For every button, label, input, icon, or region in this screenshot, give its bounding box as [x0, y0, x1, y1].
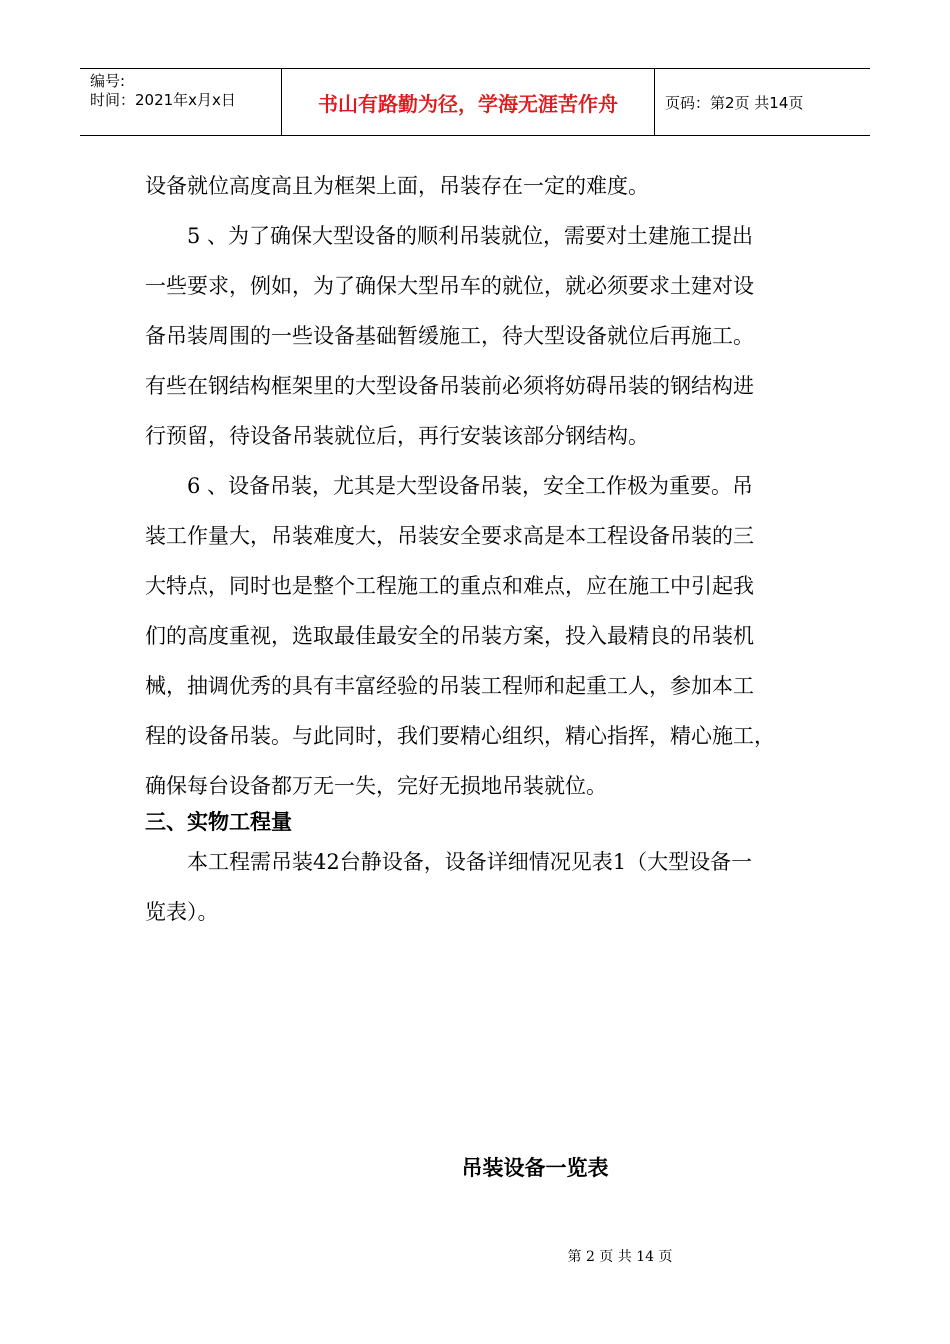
paragraph-line: 5 、为了确保大型设备的顺利吊装就位，需要对土建施工提出: [145, 224, 754, 248]
section-paragraph-line: 本工程需吊装42台静设备，设备详细情况见表1（大型设备一: [145, 850, 753, 874]
header-motto-cell: [282, 69, 655, 135]
document-number-label: 编号:: [90, 72, 126, 90]
header-page-info: 页码：第2页 共14页: [665, 94, 804, 112]
section-paragraph-line: 览表）。: [145, 900, 219, 924]
paragraph-line: 行预留，待设备吊装就位后，再行安装该部分钢结构。: [145, 424, 649, 448]
paragraph-line: 们的高度重视，选取最佳最安全的吊装方案，投入最精良的吊装机: [145, 624, 754, 648]
paragraph-line: 械，抽调优秀的具有丰富经验的吊装工程师和起重工人，参加本工: [145, 674, 754, 698]
header-info-cell: [80, 69, 282, 135]
paragraph-line: 一些要求，例如，为了确保大型吊车的就位，就必须要求土建对设: [145, 274, 754, 298]
paragraph-line: 设备就位高度高且为框架上面，吊装存在一定的难度。: [145, 174, 649, 198]
document-date: 时间：2021年x月x日: [90, 91, 236, 109]
table-title: 吊装设备一览表: [461, 1156, 609, 1180]
paragraph-line: 确保每台设备都万无一失，完好无损地吊装就位。: [145, 774, 607, 798]
section-heading: 三、实物工程量: [145, 810, 292, 834]
header-motto: 书山有路勤为径，学海无涯苦作舟: [318, 92, 618, 116]
page-header: [80, 68, 870, 136]
page-footer: 第 2 页 共 14 页: [567, 1249, 673, 1265]
paragraph-line: 有些在钢结构框架里的大型设备吊装前必须将妨碍吊装的钢结构进: [145, 374, 754, 398]
paragraph-line: 备吊装周围的一些设备基础暂缓施工，待大型设备就位后再施工。: [145, 324, 754, 348]
paragraph-line: 程的设备吊装。与此同时，我们要精心组织，精心指挥，精心施工，: [145, 724, 775, 748]
paragraph-line: 装工作量大，吊装难度大，吊装安全要求高是本工程设备吊装的三: [145, 524, 754, 548]
header-page-cell: [655, 69, 870, 135]
paragraph-line: 大特点，同时也是整个工程施工的重点和难点，应在施工中引起我: [145, 574, 754, 598]
paragraph-line: 6 、设备吊装，尤其是大型设备吊装，安全工作极为重要。吊: [145, 474, 754, 498]
